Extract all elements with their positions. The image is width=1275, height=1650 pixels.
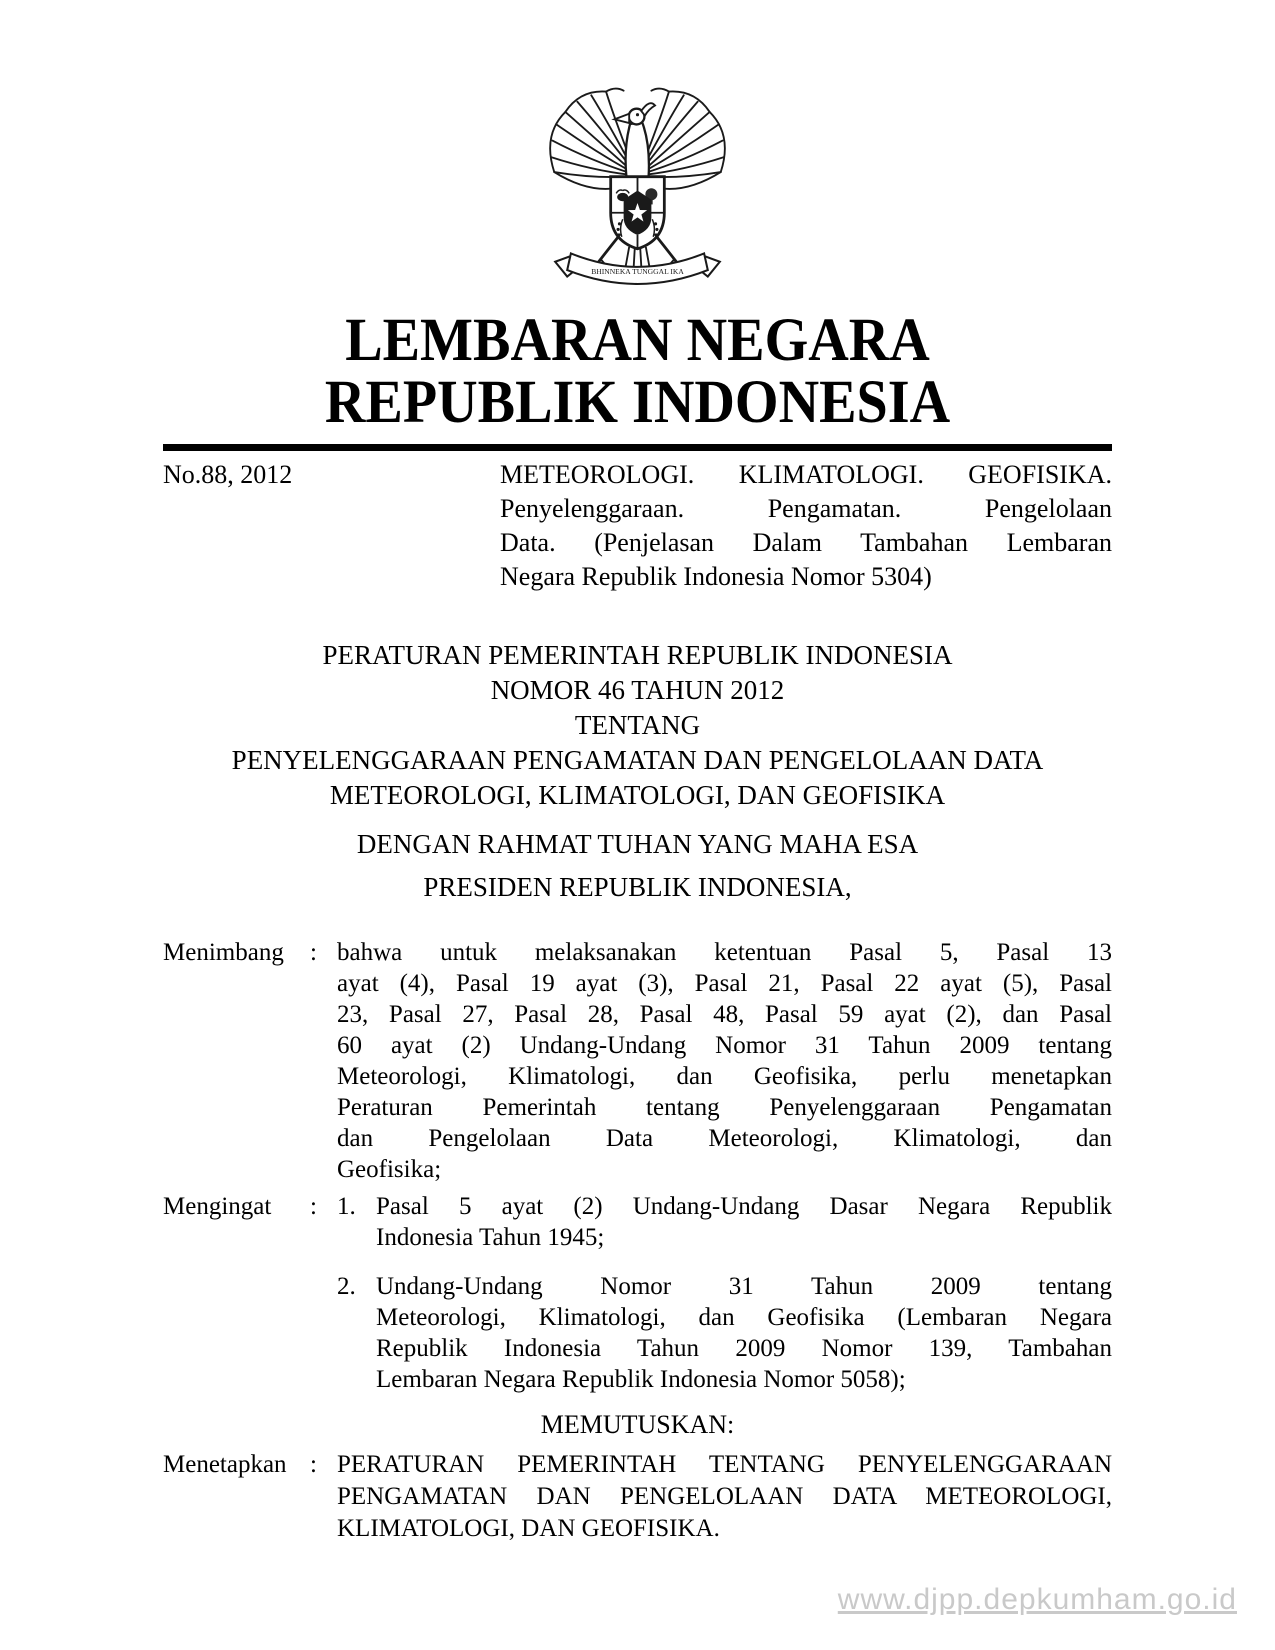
mengingat-line: Indonesia Tahun 1945; [376,1224,605,1251]
menimbang-line: bahwa untuk melaksanakan ketentuan Pasal 5, Pasal 13 [337,939,1112,966]
heading-line-subject1: PENYELENGGARAAN PENGAMATAN DAN PENGELOLAAN DATA [231,745,1044,775]
menimbang-line: Geofisika; [337,1156,442,1183]
menetapkan-line: PERATURAN PEMERINTAH TENTANG PENYELENGGARAAN [337,1451,1112,1478]
subject-line: METEOROLOGI. KLIMATOLOGI. GEOFISIKA. [500,460,1112,489]
invocation-president: PRESIDEN REPUBLIK INDONESIA, [423,872,852,902]
menetapkan-colon: : [310,1451,317,1478]
subject-line: Data. (Penjelasan Dalam Tambahan Lembaran [500,528,1112,557]
heading-line-tentang: TENTANG [574,710,701,740]
menimbang-line: 60 ayat (2) Undang-Undang Nomor 31 Tahun 2009 tentang [337,1032,1112,1059]
item-number: 1. [337,1193,356,1220]
garuda-pancasila-emblem [545,83,730,287]
menimbang-colon: : [310,939,317,966]
menimbang-body [337,937,1112,1185]
subject-line: Penyelenggaraan. Pengamatan. Pengelolaan [500,494,1112,523]
menetapkan-line: PENGAMATAN DAN PENGELOLAAN DATA METEOROLOGI, [337,1483,1112,1510]
pancasila-shield [611,177,665,249]
menetapkan-label: Menetapkan [163,1451,287,1478]
gazette-title-line1: LEMBARAN NEGARA [345,307,930,374]
item-number: 2. [337,1273,356,1300]
watermark-url: www.djpp.depkumham.go.id [837,1583,1237,1616]
heading-line-number: NOMOR 46 TAHUN 2012 [490,675,785,705]
mengingat-line: Republik Indonesia Tahun 2009 Nomor 139, Tambahan [376,1335,1112,1362]
mengingat-body [337,1191,1112,1395]
emblem-container [545,83,730,292]
mengingat-item-1 [337,1191,1112,1253]
masthead-row [163,458,1112,594]
menimbang-label: Menimbang [163,939,284,966]
item-text [376,1191,1112,1253]
mengingat-line: Pasal 5 ayat (2) Undang-Undang Dasar Negara Republik [376,1193,1112,1220]
emblem-motto: BHINNEKA TUNGGAL IKA [591,266,684,276]
mengingat-label: Mengingat [163,1193,272,1220]
menimbang-line: Peraturan Pemerintah tentang Penyelenggaraan Pengamatan [337,1094,1112,1121]
subject-line: Negara Republik Indonesia Nomor 5304) [500,562,932,591]
regulation-heading [0,638,1275,813]
item-text [376,1271,1112,1395]
motto-ribbon [555,253,720,284]
gazette-number: No.88, 2012 [163,460,293,489]
gazette-title-line2: REPUBLIK INDONESIA [324,369,951,436]
menimbang-line: dan Pengelolaan Data Meteorologi, Klimatologi, dan [337,1125,1112,1152]
gazette-title [51,307,1224,436]
menimbang-line: Meteorologi, Klimatologi, dan Geofisika, perlu menetapkan [337,1063,1112,1090]
clause-mengingat [163,1191,1112,1395]
mengingat-item-2 [337,1271,1112,1395]
clause-menimbang [163,937,1112,1185]
mengingat-line: Lembaran Negara Republik Indonesia Nomor 5058); [376,1366,906,1393]
memutuskan-heading: MEMUTUSKAN: [540,1410,735,1439]
gazette-subject [500,458,1112,594]
heading-line-regulation: PERATURAN PEMERINTAH REPUBLIK INDONESIA [322,640,953,670]
mengingat-line: Meteorologi, Klimatologi, dan Geofisika (Lembaran Negara [376,1304,1112,1331]
menetapkan-body [337,1449,1112,1545]
masthead-rule [163,444,1112,451]
invocation-grace: DENGAN RAHMAT TUHAN YANG MAHA ESA [356,829,919,859]
mengingat-colon: : [310,1193,317,1220]
menimbang-line: 23, Pasal 27, Pasal 28, Pasal 48, Pasal 59 ayat (2), dan Pasal [337,1001,1112,1028]
menimbang-line: ayat (4), Pasal 19 ayat (3), Pasal 21, Pasal 22 ayat (5), Pasal [337,970,1112,997]
clause-menetapkan [163,1449,1112,1545]
menetapkan-line: KLIMATOLOGI, DAN GEOFISIKA. [337,1515,720,1542]
heading-line-subject2: METEOROLOGI, KLIMATOLOGI, DAN GEOFISIKA [329,780,946,810]
mengingat-line: Undang-Undang Nomor 31 Tahun 2009 tentang [376,1273,1112,1300]
